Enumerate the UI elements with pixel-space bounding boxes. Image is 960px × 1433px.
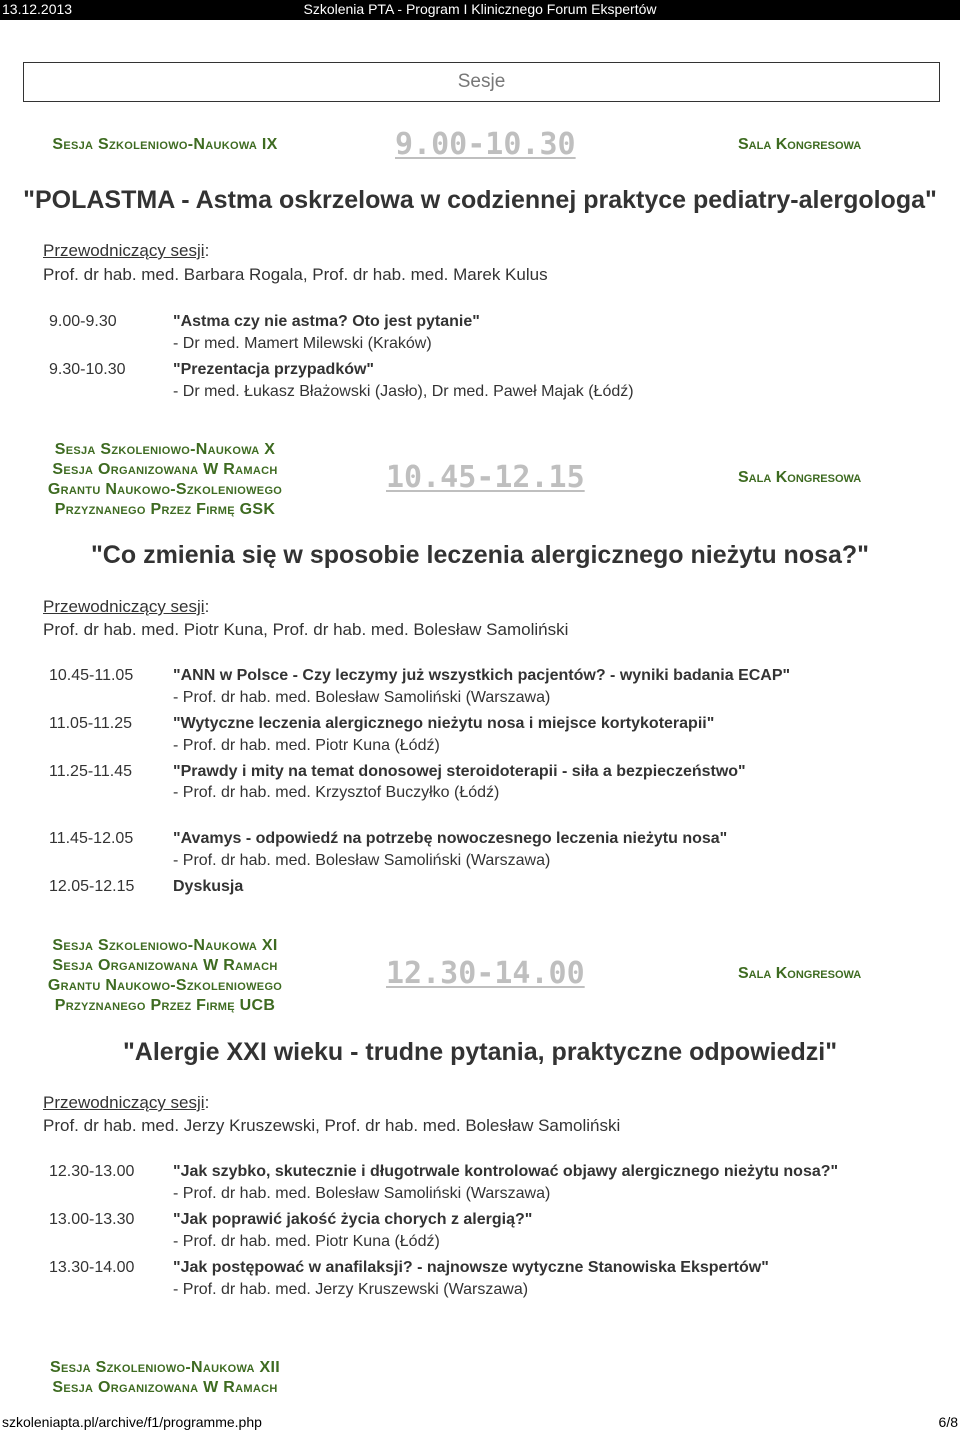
talk-speaker: - Dr med. Mamert Milewski (Kraków) xyxy=(173,335,432,352)
session-room: Sala Kongresowa xyxy=(738,965,862,982)
session-label-line: Sesja Szkoleniowo-Naukowa XII xyxy=(50,1359,280,1376)
session-room: Sala Kongresowa xyxy=(738,469,862,486)
talk-title: "Jak postępować w anafilaksji? - najnowsze wytyczne Stanowiska Ekspertów" xyxy=(173,1259,769,1276)
talk-time: 9.30-10.30 xyxy=(49,361,126,378)
talk-time: 12.30-13.00 xyxy=(49,1163,135,1180)
chair-label: Przewodniczący sesji: xyxy=(43,241,210,260)
chair-label: Przewodniczący sesji: xyxy=(43,597,210,616)
document-title: Szkolenia PTA - Program I Klinicznego Forum Ekspertów xyxy=(303,1,657,17)
chair-label: Przewodniczący sesji: xyxy=(43,1093,210,1112)
session-title: "Alergie XXI wieku - trudne pytania, praktyczne odpowiedzi" xyxy=(122,1038,838,1066)
print-footer xyxy=(0,1413,960,1433)
talk-time: 13.00-13.30 xyxy=(49,1211,135,1228)
session-label-line: Sesja Szkoleniowo-Naukowa IX xyxy=(52,136,278,153)
talk-speaker: - Prof. dr hab. med. Krzysztof Buczyłko (Łódź) xyxy=(173,784,500,801)
talk-time: 11.45-12.05 xyxy=(49,830,134,847)
talk-title: "Jak poprawić jakość życia chorych z alergią?" xyxy=(173,1211,533,1228)
page-number: 6/8 xyxy=(938,1414,958,1430)
talk-time: 10.45-11.05 xyxy=(49,667,134,684)
session-label-line: Przyznanego Przez Firmę UCB xyxy=(54,997,276,1014)
session-label-line: Grantu Naukowo-Szkoleniowego xyxy=(47,481,283,498)
talk-time: 11.05-11.25 xyxy=(49,715,133,732)
session-room: Sala Kongresowa xyxy=(738,136,862,153)
session-label xyxy=(30,135,300,155)
session-label-line: Sesja Organizowana W Ramach xyxy=(52,957,278,974)
session-label-line: Sesja Szkoleniowo-Naukowa XI xyxy=(52,937,278,954)
session-label-line: Sesja Organizowana W Ramach xyxy=(52,461,278,478)
talk-speaker: - Prof. dr hab. med. Jerzy Kruszewski (Warszawa) xyxy=(173,1281,529,1298)
talk-title: "Avamys - odpowiedź na potrzebę nowoczesnego leczenia nieżytu nosa" xyxy=(173,830,728,847)
session-time-link[interactable]: 12.30-14.00 xyxy=(386,956,585,991)
talk-title: Dyskusja xyxy=(173,878,244,895)
talk-speaker: - Prof. dr hab. med. Bolesław Samoliński (Warszawa) xyxy=(173,852,551,869)
talk-title: "ANN w Polsce - Czy leczymy już wszystkich pacjentów? - wyniki badania ECAP" xyxy=(173,667,791,684)
talk-speaker: - Prof. dr hab. med. Bolesław Samoliński (Warszawa) xyxy=(173,689,551,706)
print-header xyxy=(0,0,960,20)
session-label xyxy=(30,936,300,1016)
sesje-heading-box: Sesje xyxy=(23,62,940,102)
talk-title: "Prezentacja przypadków" xyxy=(173,361,375,378)
talk-speaker: - Prof. dr hab. med. Piotr Kuna (Łódź) xyxy=(173,1233,440,1250)
chair-names: Prof. dr hab. med. Piotr Kuna, Prof. dr hab. med. Bolesław Samoliński xyxy=(43,620,569,639)
talk-time: 9.00-9.30 xyxy=(49,313,117,330)
session-title: "POLASTMA - Astma oskrzelowa w codziennej praktyce pediatry-alergologa" xyxy=(23,186,937,214)
talk-speaker: - Prof. dr hab. med. Bolesław Samoliński (Warszawa) xyxy=(173,1185,551,1202)
print-date: 13.12.2013 xyxy=(2,1,73,17)
session-label-line: Sesja Organizowana W Ramach xyxy=(52,1379,278,1396)
talk-title: "Wytyczne leczenia alergicznego nieżytu nosa i miejsce kortykoterapii" xyxy=(173,715,715,732)
talk-title: "Prawdy i mity na temat donosowej steroidoterapii - siła a bezpieczeństwo" xyxy=(173,763,746,780)
talk-speaker: - Dr med. Łukasz Błażowski (Jasło), Dr med. Paweł Majak (Łódź) xyxy=(173,383,634,400)
chair-names: Prof. dr hab. med. Jerzy Kruszewski, Prof. dr hab. med. Bolesław Samoliński xyxy=(43,1116,621,1135)
chair-names: Prof. dr hab. med. Barbara Rogala, Prof. dr hab. med. Marek Kulus xyxy=(43,265,548,284)
session-time-link[interactable]: 9.00-10.30 xyxy=(395,127,576,162)
talk-time: 11.25-11.45 xyxy=(49,763,133,780)
talk-title: "Astma czy nie astma? Oto jest pytanie" xyxy=(173,313,480,330)
talk-time: 13.30-14.00 xyxy=(49,1259,135,1276)
talk-title: "Jak szybko, skutecznie i długotrwale kontrolować objawy alergicznego nieżytu nosa?" xyxy=(173,1163,839,1180)
session-label-line: Grantu Naukowo-Szkoleniowego xyxy=(47,977,283,994)
session-label-line: Przyznanego Przez Firmę GSK xyxy=(54,501,276,518)
page-url: szkoleniapta.pl/archive/f1/programme.php xyxy=(2,1414,262,1430)
session-time-link[interactable]: 10.45-12.15 xyxy=(386,460,585,495)
session-label xyxy=(30,440,300,520)
session-title: "Co zmienia się w sposobie leczenia alergicznego nieżytu nosa?" xyxy=(90,541,870,569)
session-label-line: Sesja Szkoleniowo-Naukowa X xyxy=(54,441,276,458)
talk-speaker: - Prof. dr hab. med. Piotr Kuna (Łódź) xyxy=(173,737,440,754)
talk-time: 12.05-12.15 xyxy=(49,878,135,895)
session-label xyxy=(30,1358,300,1398)
